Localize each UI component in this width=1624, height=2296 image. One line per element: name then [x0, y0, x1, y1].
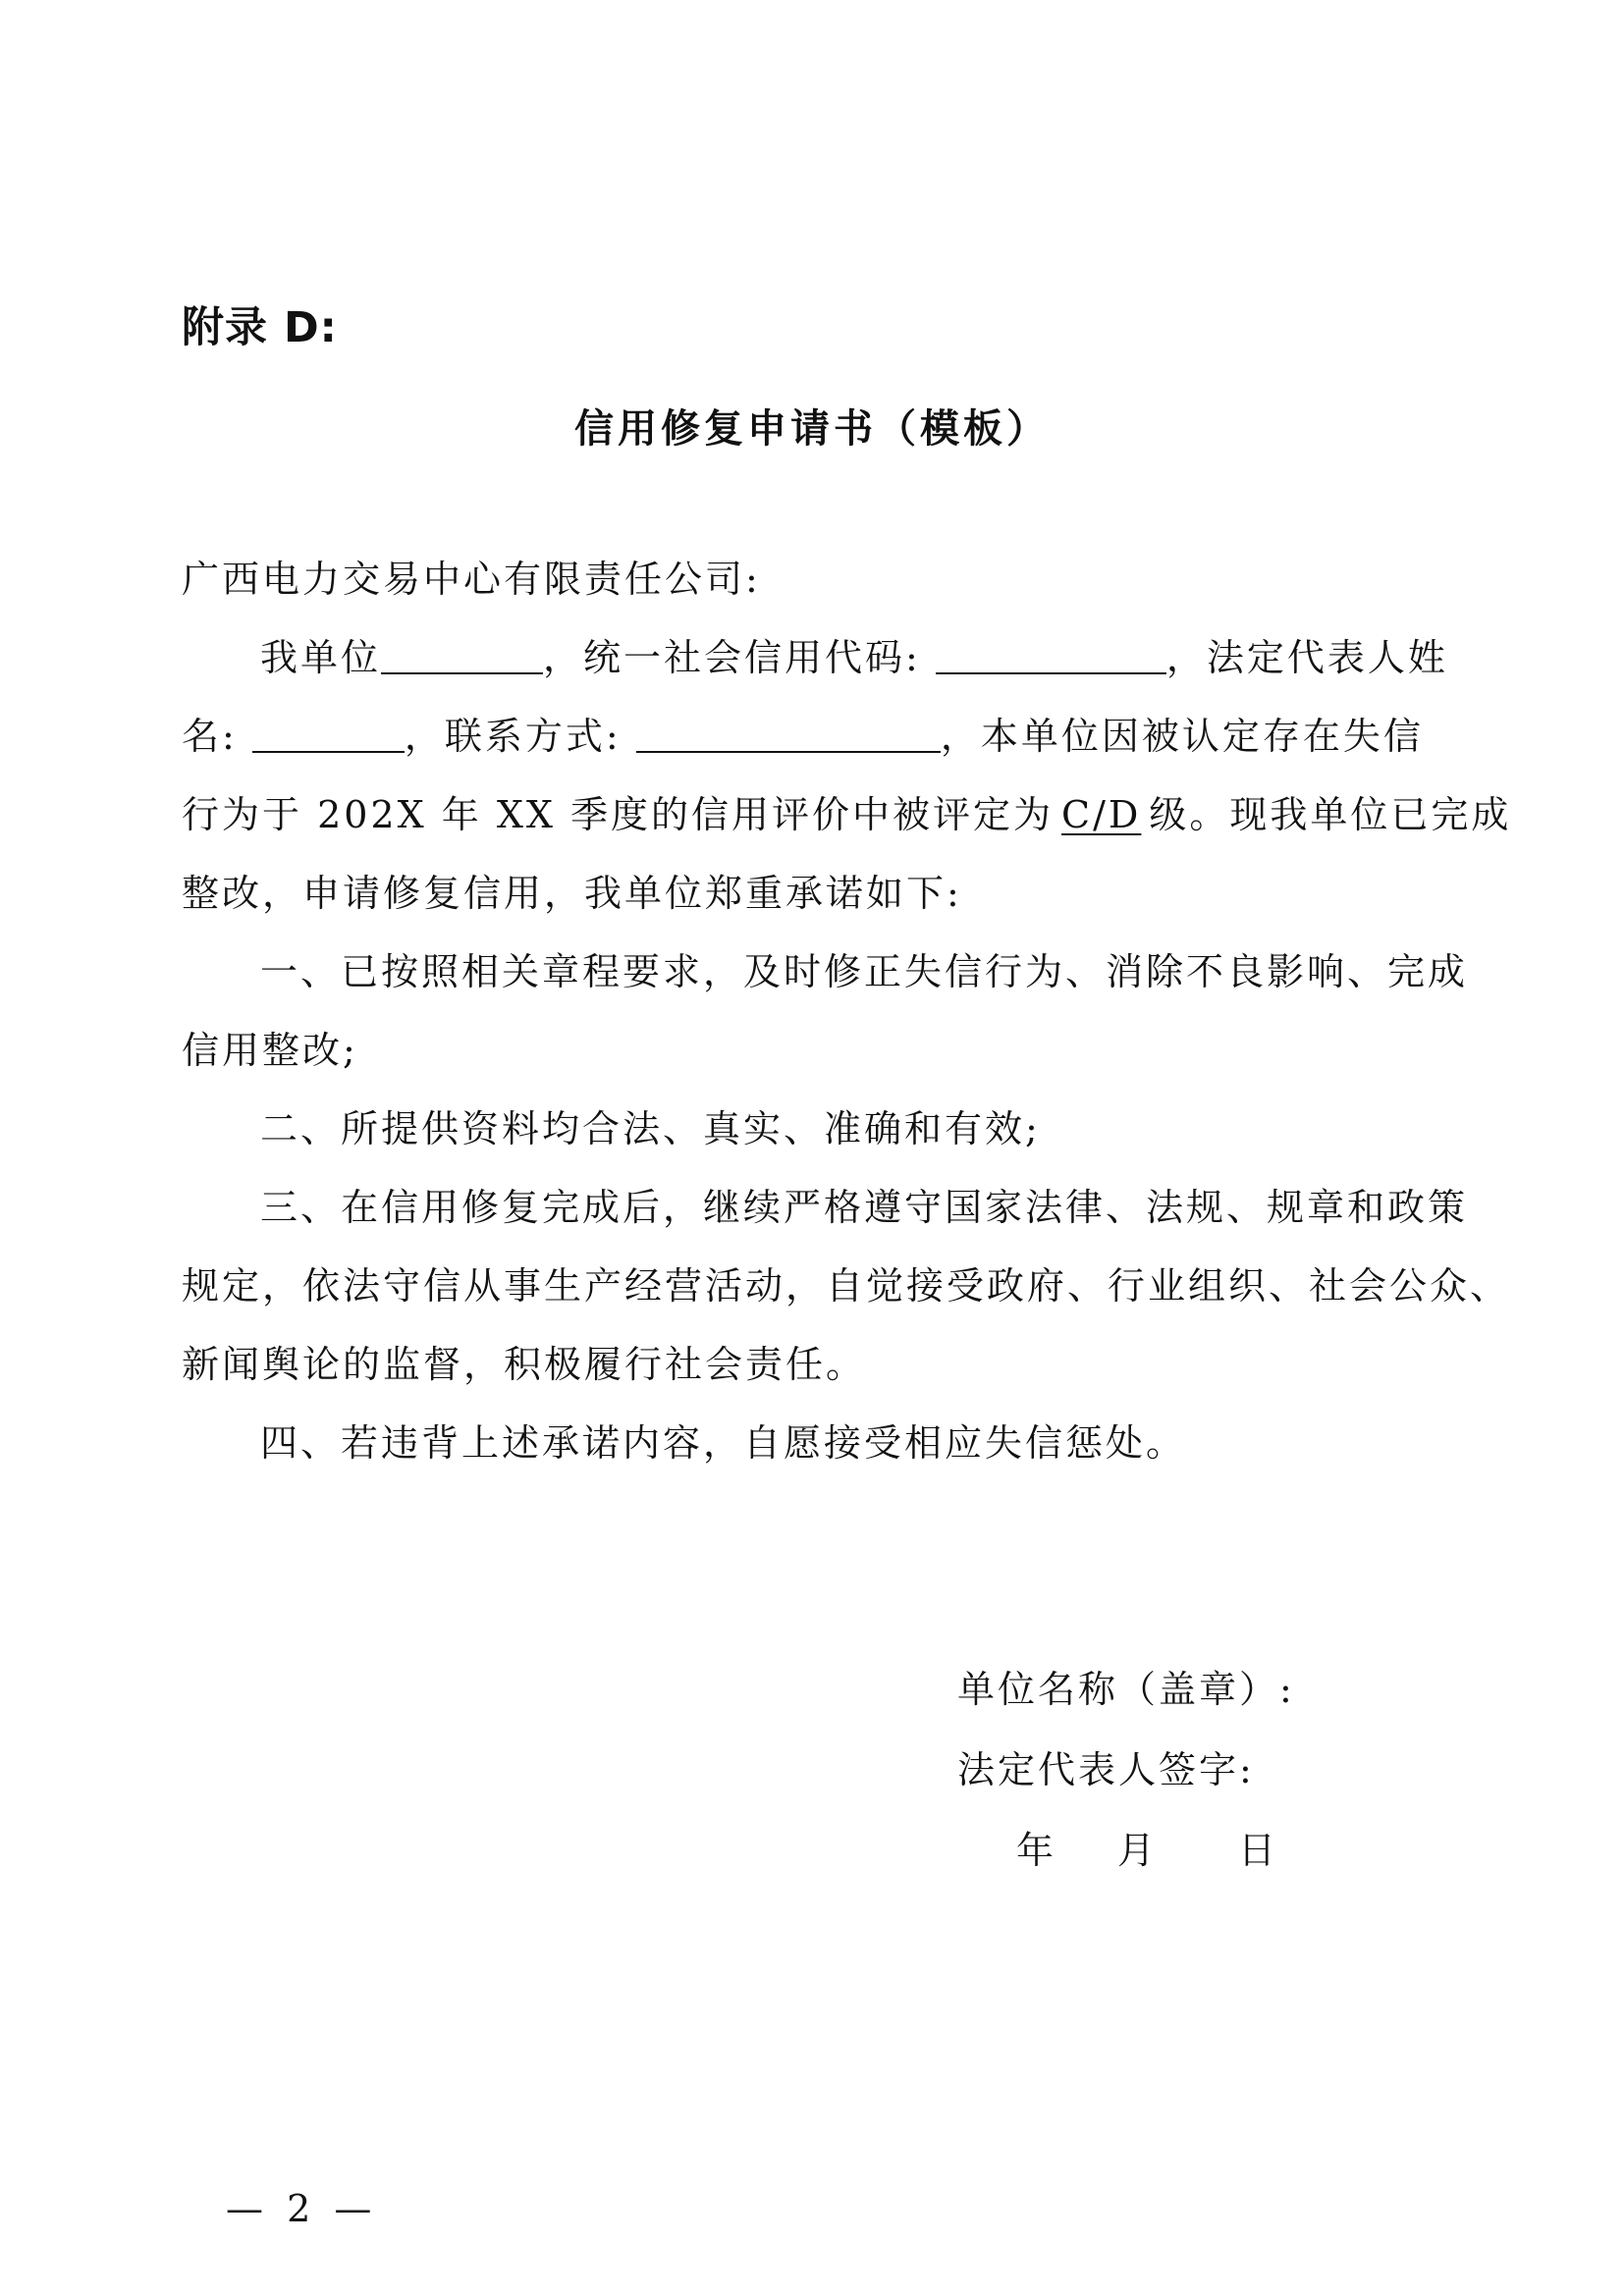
commitment-3-line-3: 新闻舆论的监督，积极履行社会责任。: [182, 1343, 867, 1386]
intro-line-3: [182, 775, 1512, 854]
addressee: 广西电力交易中心有限责任公司:: [182, 558, 761, 601]
date-row: [957, 1810, 1295, 1891]
intro-line-4: 整改，申请修复信用，我单位郑重承诺如下:: [182, 872, 962, 915]
document-title: 信用修复申请书（模板）: [574, 406, 1050, 452]
page-number: — 2 —: [226, 2187, 378, 2230]
intro-text: 级。现我单位已完成: [1149, 793, 1512, 836]
intro-line-1: [182, 618, 1448, 697]
intro-text: ，法定代表人姓: [1165, 636, 1448, 679]
intro-text: ，统一社会信用代码:: [543, 636, 921, 679]
signature-block: [957, 1649, 1295, 1891]
intro-line-2: [182, 697, 1424, 775]
intro-text: 名:: [182, 715, 238, 758]
commitment-1-line-1: 一、已按照相关章程要求，及时修正失信行为、消除不良影响、完成: [260, 950, 1469, 993]
month-label: 月: [1117, 1829, 1159, 1872]
unit-name-blank[interactable]: [381, 635, 543, 674]
intro-text: ，联系方式:: [404, 715, 622, 758]
year-label: 年: [1016, 1829, 1057, 1872]
contact-blank[interactable]: [636, 714, 941, 753]
legal-rep-signature-label: 法定代表人签字:: [957, 1748, 1255, 1791]
credit-code-blank[interactable]: [936, 635, 1166, 674]
commitment-3-line-1: 三、在信用修复完成后，继续严格遵守国家法律、法规、规章和政策: [260, 1186, 1469, 1229]
intro-text: 行为于 202X 年 XX 季度的信用评价中被评定为: [182, 793, 1055, 836]
commitment-3-line-2: 规定，依法守信从事生产经营活动，自觉接受政府、行业组织、社会公众、: [182, 1264, 1511, 1308]
document-body: [182, 540, 1512, 1482]
commitment-4: 四、若违背上述承诺内容，自愿接受相应失信惩处。: [260, 1421, 1187, 1465]
commitment-2: 二、所提供资料均合法、真实、准确和有效;: [260, 1107, 1041, 1150]
legal-rep-name-blank[interactable]: [252, 714, 405, 753]
appendix-label: 附录 D:: [182, 303, 338, 352]
intro-text: ，本单位因被认定存在失信: [940, 715, 1424, 758]
intro-text: 我单位: [260, 636, 382, 679]
unit-name-seal-label: 单位名称（盖章）:: [957, 1668, 1295, 1711]
credit-grade: C/D: [1061, 793, 1142, 836]
commitment-1-line-2: 信用整改;: [182, 1029, 358, 1072]
day-label: 日: [1238, 1829, 1279, 1872]
